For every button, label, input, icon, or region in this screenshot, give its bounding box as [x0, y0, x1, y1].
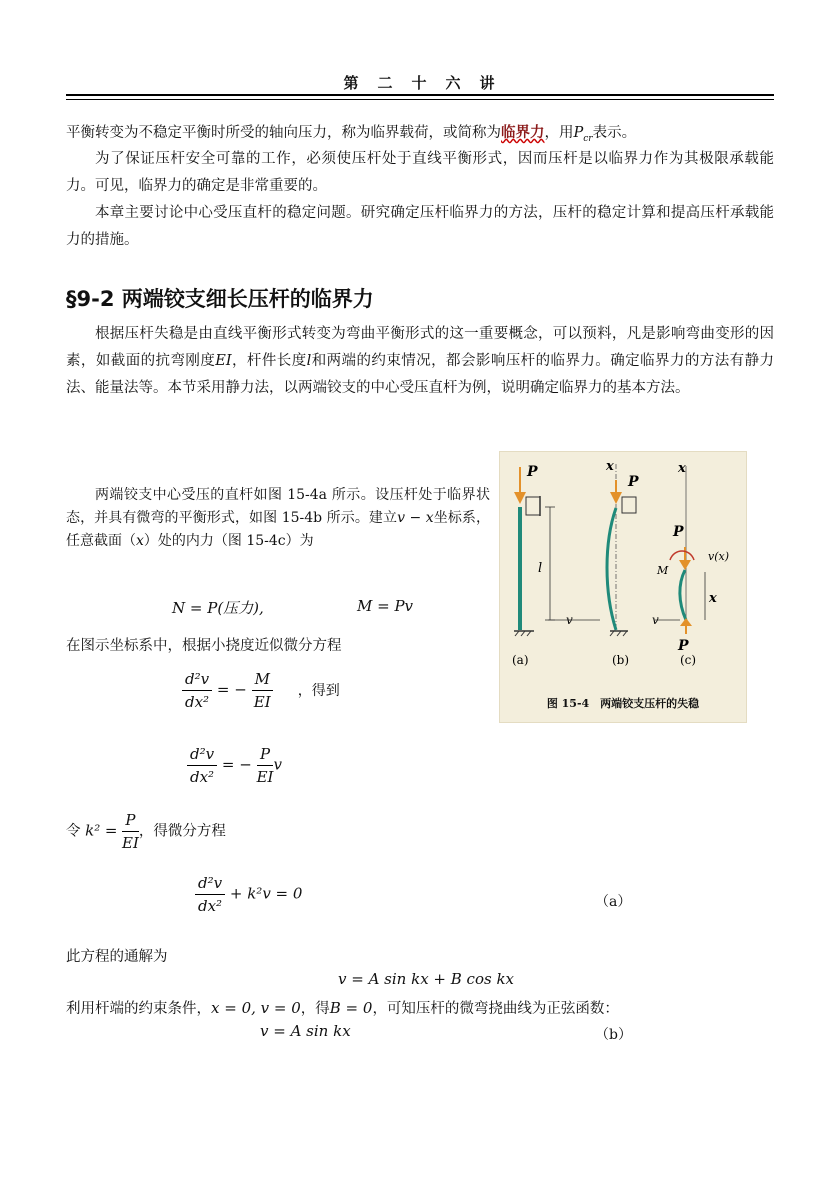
equation-curvature-load	[187, 743, 282, 788]
buckling-text-b: 坐标系，任意截面（	[66, 510, 491, 549]
frac-num: M	[252, 668, 273, 691]
intro-paragraph-3: 本章主要讨论中心受压直杆的稳定问题。研究确定压杆临界力的方法，压杆的稳定计算和提高压杆承载能力的措施。	[66, 205, 774, 248]
frac-den: EI	[253, 693, 271, 711]
frac-num: d²v	[195, 872, 225, 895]
intro-line1-end: 表示。	[592, 125, 637, 141]
intro-line1-pre: 平衡转变为不稳定平衡时所受的轴向压力，称为临界载荷，或简称为	[66, 125, 501, 141]
section-title: §9-2 两端铰支细长压杆的临界力	[66, 287, 374, 311]
x-symbol: x	[136, 533, 144, 549]
label-b: (b)	[612, 653, 630, 667]
panel-a	[512, 464, 573, 667]
bc-post: ，可知压杆的微弯挠曲线为正弦函数：	[372, 1001, 619, 1017]
frac-num: d²v	[187, 743, 217, 766]
page-header: 第 二 十 六 讲	[343, 74, 497, 92]
frac-M-EI	[252, 668, 273, 713]
get-text: ，得到	[297, 682, 340, 699]
coord-symbol: v − x	[397, 510, 434, 526]
equation-N: N = P(压力),	[172, 599, 264, 617]
pcr-sub: cr	[583, 133, 593, 144]
equation-tag-b: （b）	[595, 1027, 632, 1043]
header-rule-thick	[66, 94, 774, 96]
buckling-paragraph	[66, 484, 490, 553]
v-symbol: v	[273, 755, 282, 774]
let-post: ，得微分方程	[138, 823, 226, 840]
label-x-b: x	[606, 459, 614, 474]
panel-b	[568, 459, 639, 667]
section-paragraph	[66, 321, 774, 402]
frac-den: dx²	[190, 768, 215, 786]
label-P-c-top: P	[673, 524, 684, 540]
frac-d2v-dx2	[187, 743, 217, 788]
equation-curvature-moment	[182, 668, 340, 713]
frac-den: EI	[256, 768, 274, 786]
frac-den: dx²	[185, 693, 210, 711]
general-solution-intro: 此方程的通解为	[66, 949, 168, 965]
figure-15-4	[499, 451, 747, 723]
intro-line1-post: ，用	[544, 125, 574, 141]
panel-c	[652, 461, 729, 667]
label-x-c-dim: x	[709, 591, 717, 606]
frac-num: d²v	[182, 668, 212, 691]
general-solution: v = A sin kx + B cos kx	[338, 970, 514, 988]
label-v-a: v	[566, 613, 573, 627]
equation-M: M = Pv	[357, 597, 414, 615]
frac-den: dx²	[198, 897, 223, 915]
let-k-line	[66, 809, 226, 854]
buckling-text-a: 两端铰支中心受压的直杆如图 15-4a 所示。设压杆处于临界状态，并具有微弯的平衡形式，如图 15-4b 所示。建立	[66, 487, 490, 526]
equation-a	[195, 872, 302, 917]
diff-equation-intro: 在图示坐标系中，根据小挠度近似微分方程	[66, 638, 342, 654]
frac-d2v-dx2	[182, 668, 212, 713]
label-c: (c)	[680, 653, 697, 667]
l-symbol: l	[306, 353, 312, 369]
buckling-diagram	[500, 452, 746, 722]
label-a: (a)	[512, 653, 529, 667]
label-l: l	[538, 561, 543, 576]
bc-B: B = 0	[329, 999, 373, 1017]
frac-P-EI	[257, 743, 274, 788]
section-text-b: ，杆件长度	[231, 353, 307, 369]
frac-P-EI	[122, 809, 139, 854]
frac-d2v-dx2	[195, 872, 225, 917]
header-rule-thin	[66, 99, 774, 100]
label-x-c: x	[678, 461, 686, 476]
bc-cond: x = 0, v = 0	[211, 999, 301, 1017]
section-text-c: 和两端的约束情况，都会影响压杆的临界力。确定临界力的方法有静力法、能量法等。本节采用静力法，以两端铰支的中心受压直杆为例，说明确定临界力的基本方法。	[66, 353, 775, 396]
k2v-zero: + k²v = 0	[229, 884, 303, 903]
let-pre: 令	[66, 823, 81, 840]
figure-caption: 图 15-4 两端铰支压杆的失稳	[546, 697, 700, 710]
critical-force-highlight: 临界力	[501, 124, 545, 141]
k2-symbol: k²	[85, 821, 101, 840]
label-vx: v(x)	[708, 550, 730, 563]
frac-num: P	[122, 809, 139, 832]
EI-symbol: EI	[215, 353, 232, 369]
bc-mid: ，得	[300, 1001, 330, 1017]
frac-num: P	[257, 743, 274, 766]
intro-paragraph-2: 为了保证压杆安全可靠的工作，必须使压杆处于直线平衡形式，因而压杆是以临界力作为其极限承载能力。可见，临界力的确定是非常重要的。	[66, 151, 774, 194]
equation-tag-a: （a）	[595, 894, 632, 910]
bc-pre: 利用杆端的约束条件，	[66, 1001, 211, 1017]
label-P-b: P	[628, 474, 639, 490]
pcr-P: P	[573, 125, 584, 141]
label-P-c-bottom: P	[678, 638, 689, 654]
equals: =	[104, 821, 118, 840]
neg-equals: = −	[216, 680, 247, 699]
label-M: M	[657, 564, 669, 577]
label-v-c: v	[652, 613, 659, 627]
neg-equals: = −	[221, 755, 252, 774]
buckling-text-c: ）处的内力（图 15-4c）为	[143, 533, 314, 549]
boundary-condition-line	[66, 997, 619, 1018]
frac-den: EI	[122, 834, 139, 852]
solution-b: v = A sin kx	[260, 1022, 351, 1040]
section-text-a: 根据压杆失稳是由直线平衡形式转变为弯曲平衡形式的这一重要概念，可以预料，凡是影响弯曲变形的因素，如截面的抗弯刚度	[66, 326, 774, 369]
label-P-a: P	[527, 464, 538, 480]
pcr-symbol	[573, 125, 593, 144]
